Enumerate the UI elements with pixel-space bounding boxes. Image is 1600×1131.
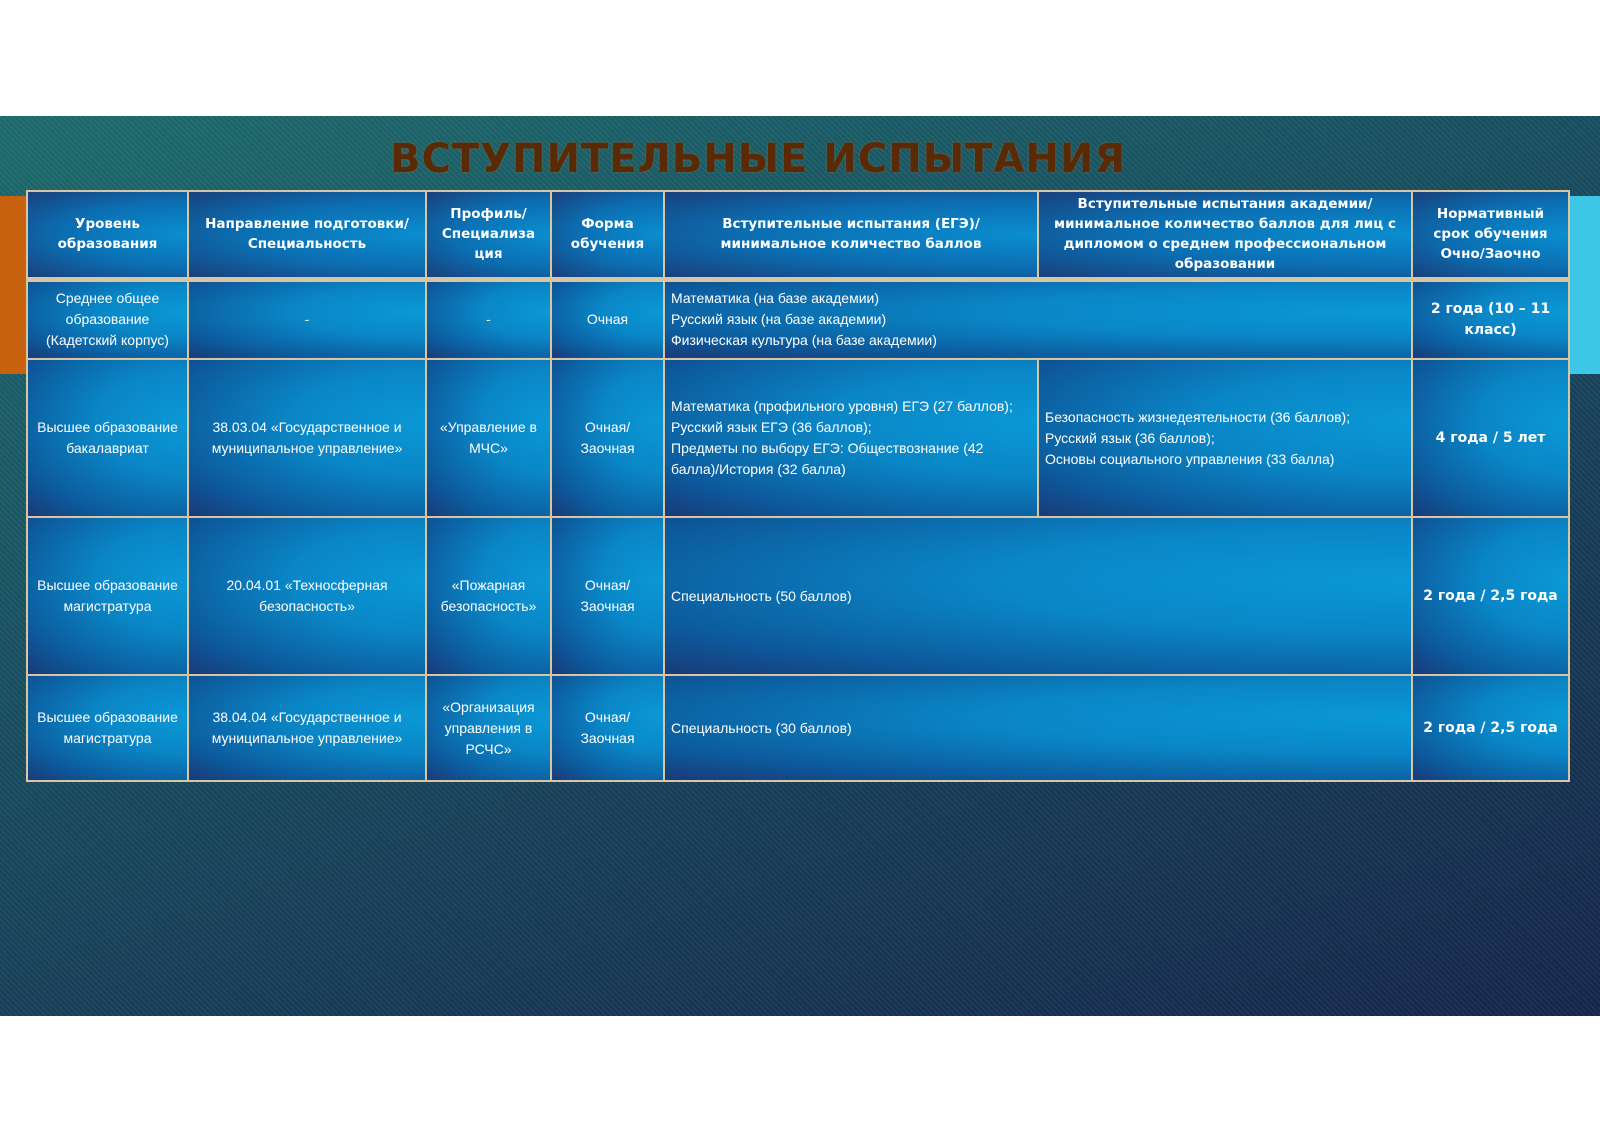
table-row xyxy=(27,279,1569,359)
table-row xyxy=(27,359,1569,517)
right-accent-bar xyxy=(1566,196,1600,374)
cell-profile: - xyxy=(426,279,551,359)
cell-term: 2 года / 2,5 года xyxy=(1412,675,1569,781)
cell-level: Высшее образование бакалавриат xyxy=(27,359,188,517)
exam-line: Русский язык (на базе академии) xyxy=(671,311,887,328)
academy-line: Русский язык (36 баллов); xyxy=(1045,429,1215,446)
table-row xyxy=(27,517,1569,675)
cell-form: Очная/ Заочная xyxy=(551,675,664,781)
cell-level: Высшее образование магистратура xyxy=(27,675,188,781)
cell-level: Высшее образование магистратура xyxy=(27,517,188,675)
ege-line: Математика (профильного уровня) ЕГЭ (27 баллов); xyxy=(671,398,1013,414)
slide-background xyxy=(0,116,1600,1016)
cell-level: Среднее общее образование (Кадетский корпус) xyxy=(27,279,188,359)
cell-form: Очная/ Заочная xyxy=(551,359,664,517)
cell-direction: 20.04.01 «Техносферная безопасность» xyxy=(188,517,426,675)
cell-term: 4 года / 5 лет xyxy=(1412,359,1569,517)
admission-tests-table xyxy=(26,190,1570,782)
header-form: Форма обучения xyxy=(551,191,664,279)
cell-direction: 38.03.04 «Государственное и муниципальное управление» xyxy=(188,359,426,517)
table-header-row xyxy=(27,191,1569,279)
cell-direction: 38.04.04 «Государственное и муниципальное управление» xyxy=(188,675,426,781)
header-term: Нормативный срок обучения Очно/Заочно xyxy=(1412,191,1569,279)
cell-form: Очная xyxy=(551,279,664,359)
cell-profile: «Пожарная безопасность» xyxy=(426,517,551,675)
page-title: ВСТУПИТЕЛЬНЫЕ ИСПЫТАНИЯ xyxy=(390,136,1127,182)
header-academy: Вступительные испытания академии/ минимальное количество баллов для лиц с дипломом о среднем профессиональном образовании xyxy=(1038,191,1412,279)
cell-form: Очная/ Заочная xyxy=(551,517,664,675)
academy-line: Безопасность жизнедеятельности (36 баллов); xyxy=(1045,408,1351,425)
ege-line: Русский язык ЕГЭ (36 баллов); xyxy=(671,419,872,435)
cell-exam: Специальность (30 баллов) xyxy=(664,675,1412,781)
cell-academy xyxy=(1038,359,1412,517)
header-direction: Направление подготовки/ Специальность xyxy=(188,191,426,279)
left-accent-bar xyxy=(0,196,28,374)
cell-exams xyxy=(664,279,1412,359)
cell-term: 2 года / 2,5 года xyxy=(1412,517,1569,675)
exam-line: Математика (на базе академии) xyxy=(671,290,880,307)
header-level: Уровень образования xyxy=(27,191,188,279)
cell-ege xyxy=(664,359,1038,517)
header-profile: Профиль/ Специализа ция xyxy=(426,191,551,279)
ege-line: Предметы по выбору ЕГЭ: Обществознание (42 балла)/История (32 балла) xyxy=(671,440,984,477)
cell-term: 2 года (10 – 11 класс) xyxy=(1412,279,1569,359)
header-ege: Вступительные испытания (ЕГЭ)/ минимальное количество баллов xyxy=(664,191,1038,279)
cell-direction: - xyxy=(188,279,426,359)
exam-line: Физическая культура (на базе академии) xyxy=(671,332,937,349)
cell-exam: Специальность (50 баллов) xyxy=(664,517,1412,675)
cell-profile: «Организация управления в РСЧС» xyxy=(426,675,551,781)
academy-line: Основы социального управления (33 балла) xyxy=(1045,450,1335,467)
cell-profile: «Управление в МЧС» xyxy=(426,359,551,517)
table-row xyxy=(27,675,1569,781)
